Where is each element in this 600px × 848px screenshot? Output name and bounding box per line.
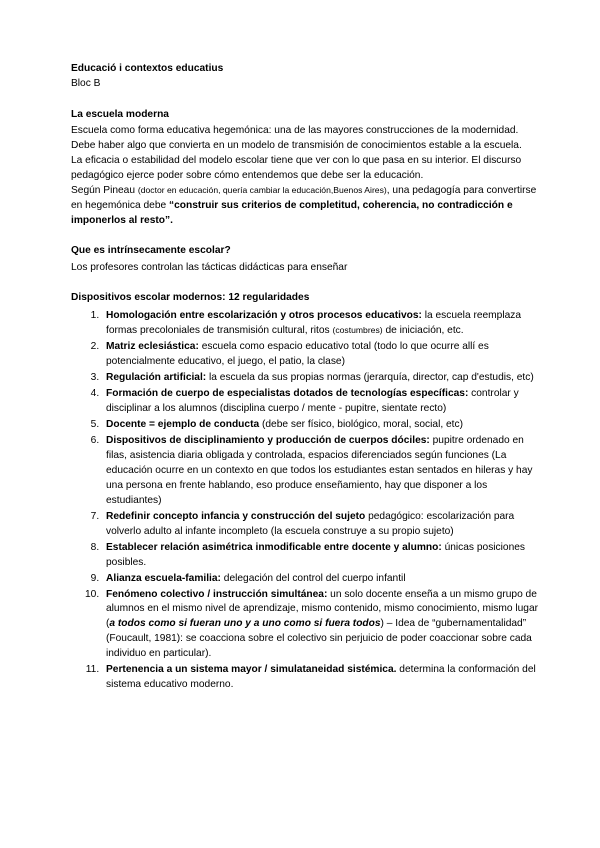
list-item: [102, 418, 540, 433]
item-text-a: pupitre ordenado en filas, asistencia diaria obligada y controlada, espacios diferenciados según funciones (La educación ocurre en un contexto en que todos los estudiantes estan sentados en hileras y hay una persona en frente hablando, eso produce enseñamiento, hay que disponer a los estudiantes): [106, 434, 533, 506]
regularities-list: [71, 309, 540, 694]
list-item: [102, 588, 540, 663]
item-small-note: (costumbres): [332, 324, 383, 335]
pineau-quote: “construir sus criterios de completitud, coherencia, no contradicción e imponerlos al resto”.: [71, 200, 513, 227]
list-item: [102, 572, 540, 587]
paragraph-tacticas-didacticas: Los profesores controlan las tácticas didácticas para enseñar: [71, 262, 348, 274]
item-text-a: determina la conformación del sistema educativo moderno.: [106, 664, 536, 691]
paragraph-pineau: [71, 184, 540, 229]
paragraph-escuela-hegemonica: Escuela como forma educativa hegemónica: una de las mayores construcciones de la modernidad. Debe haber algo que convierta en un modelo de transmisión de conocimientos estable a la escuela.: [71, 125, 522, 152]
item-text-b: ) – Idea de “gubernamentalidad” (Foucault, 1981): se coacciona sobre el colectivo sin perjuicio de poder coaccionar sobre cada individuo en particular).: [106, 618, 532, 660]
section-heading-intrinsecamente-escolar: Que es intrínsecamente escolar?: [71, 245, 231, 257]
section-heading-escuela-moderna: La escuela moderna: [71, 108, 169, 120]
list-item: [102, 309, 540, 339]
list-item: [102, 663, 540, 693]
item-bold-lead: Matriz eclesiástica:: [106, 340, 199, 352]
item-text-a: pedagógico: escolarización para volverlo adulto al infante incompleto (la escuela construye a su propio sujeto): [106, 510, 515, 537]
item-bold-lead: Dispositivos de disciplinamiento y producción de cuerpos dóciles:: [106, 434, 430, 446]
pineau-lead: Según Pineau: [71, 185, 136, 197]
item-text-a: la escuela reemplaza formas precoloniales de transmisión cultural, ritos: [106, 309, 522, 336]
item-text-a: controlar y disciplinar a los alumnos (disciplina cuerpo / mente - pupitre, sientate recto): [106, 387, 519, 414]
item-text-b: de iniciación, etc.: [382, 324, 464, 336]
document-title: Educació i contextos educatius: [71, 63, 224, 74]
item-bold-lead: Redefinir concepto infancia y construcción del sujeto: [106, 510, 366, 522]
item-text-a: la escuela da sus propias normas (jerarquía, director, cap d'estudis, etc): [206, 371, 534, 383]
item-text-a: escuela como espacio educativo total (todo lo que ocurre allí es potencialmente educativo, el juego, el patio, la clase): [106, 340, 489, 367]
section-heading-dispositivos-escolares: Dispositivos escolar modernos: 12 regularidades: [71, 292, 310, 303]
list-item: [102, 387, 540, 417]
item-bold-lead: Docente = ejemplo de conducta: [106, 418, 260, 430]
item-text-a: delegación del control del cuerpo infantil: [220, 572, 406, 584]
list-item: [102, 371, 540, 386]
list-item: [102, 340, 540, 370]
paragraph-eficacia-modelo: La eficacia o estabilidad del modelo escolar tiene que ver con lo que pasa en su interior. El discurso pedagógico ejerce poder sobre cómo entendemos que debe ser la educación.: [71, 155, 522, 182]
item-bold-lead: Establecer relación asimétrica inmodificable entre docente y alumno:: [106, 541, 442, 553]
item-bold-lead: Homologación entre escolarización y otros procesos educativos:: [106, 309, 422, 321]
list-item: [102, 541, 540, 571]
item-text-a: (debe ser físico, biológico, moral, social, etc): [259, 418, 463, 430]
item-text-a: únicas posiciones posibles.: [106, 541, 525, 568]
item-bold-lead: Pertenencia a un sistema mayor / simulataneidad sistémica.: [106, 664, 397, 676]
item-bold-lead: Alianza escuela-familia:: [106, 572, 221, 584]
item-bold-lead: Fenómeno colectivo / instrucción simultánea:: [106, 588, 328, 600]
list-item: [102, 510, 540, 540]
pineau-parenthetical: (doctor en educación, quería cambiar la educación,Buenos Aires): [137, 185, 387, 196]
document-subtitle: Bloc B: [71, 77, 101, 89]
item-bold-lead: Formación de cuerpo de especialistas dotados de tecnologías específicas:: [106, 387, 469, 399]
item-bold-lead: Regulación artificial:: [106, 371, 207, 383]
list-item: [102, 434, 540, 509]
item-italic-quote: a todos como si fueran uno y a uno como si fuera todos: [109, 618, 381, 630]
item-text-a: un solo docente enseña a un mismo grupo de alumnos en el mismo nivel de aprendizaje, mismo contenido, mismo conocimiento, mismo lugar (: [106, 588, 539, 630]
pineau-mid: , una pedagogía para convertirse en hegemónica debe: [71, 185, 537, 212]
